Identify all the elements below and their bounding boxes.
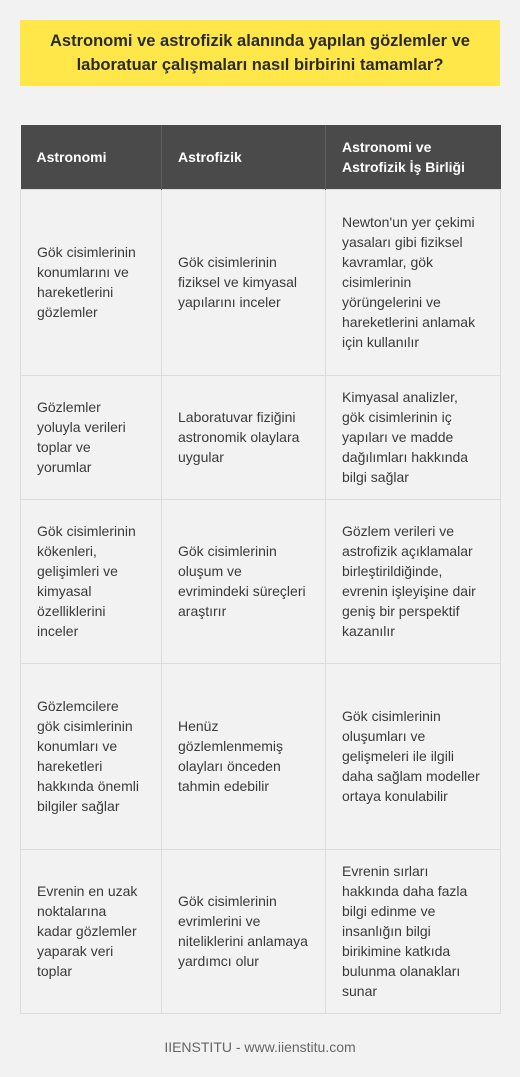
table-cell: Gözlem verileri ve astrofizik açıklamalar birleştirildiğinde, evrenin işleyişine dair geniş bir perspektif kazanılır	[326, 499, 501, 663]
table-cell: Gök cisimlerinin kökenleri, gelişimleri ve kimyasal özelliklerini inceler	[21, 499, 162, 663]
header-astrofizik: Astrofizik	[162, 125, 326, 189]
footer-credit: IIENSTITU - www.iienstitu.com	[164, 1039, 356, 1055]
table-cell: Laboratuvar fiziğini astronomik olaylara uygular	[162, 375, 326, 499]
table-cell: Newton'un yer çekimi yasaları gibi fiziksel kavramlar, gök cisimlerinin yörüngelerini ve hareketlerini anlamak için kullanılır	[326, 189, 501, 375]
table-row	[21, 663, 501, 849]
table-cell: Evrenin sırları hakkında daha fazla bilgi edinme ve insanlığın bilgi birikimine katkıda bulunma olanakları sunar	[326, 849, 501, 1013]
table-cell: Evrenin en uzak noktalarına kadar gözlemler yaparak veri toplar	[21, 849, 162, 1013]
table-header-row	[21, 125, 501, 189]
table-cell: Gök cisimlerinin oluşum ve evrimindeki süreçleri araştırır	[162, 499, 326, 663]
table-row	[21, 849, 501, 1013]
table-cell: Kimyasal analizler, gök cisimlerinin iç yapıları ve madde dağılımları hakkında bilgi sağlar	[326, 375, 501, 499]
header-astronomi: Astronomi	[21, 125, 162, 189]
header-is-birligi: Astronomi ve Astrofizik İş Birliği	[326, 125, 501, 189]
table-row	[21, 375, 501, 499]
table-row	[21, 189, 501, 375]
page-title: Astronomi ve astrofizik alanında yapılan gözlemler ve laboratuar çalışmaları nasıl birbirini tamamlar?	[50, 32, 470, 74]
table-cell: Gök cisimlerinin oluşumları ve gelişmeleri ile ilgili daha sağlam modeller ortaya konulabilir	[326, 663, 501, 849]
table-cell: Gök cisimlerinin konumlarını ve hareketlerini gözlemler	[21, 189, 162, 375]
table-cell: Gök cisimlerinin fiziksel ve kimyasal yapılarını inceler	[162, 189, 326, 375]
title-banner	[20, 20, 500, 86]
comparison-table	[20, 125, 501, 1014]
table-cell: Gözlemcilere gök cisimlerinin konumları ve hareketleri hakkında önemli bilgiler sağlar	[21, 663, 162, 849]
table-cell: Gök cisimlerinin evrimlerini ve niteliklerini anlamaya yardımcı olur	[162, 849, 326, 1013]
table-cell: Henüz gözlemlenmemiş olayları önceden tahmin edebilir	[162, 663, 326, 849]
table-cell: Gözlemler yoluyla verileri toplar ve yorumlar	[21, 375, 162, 499]
table-row	[21, 499, 501, 663]
